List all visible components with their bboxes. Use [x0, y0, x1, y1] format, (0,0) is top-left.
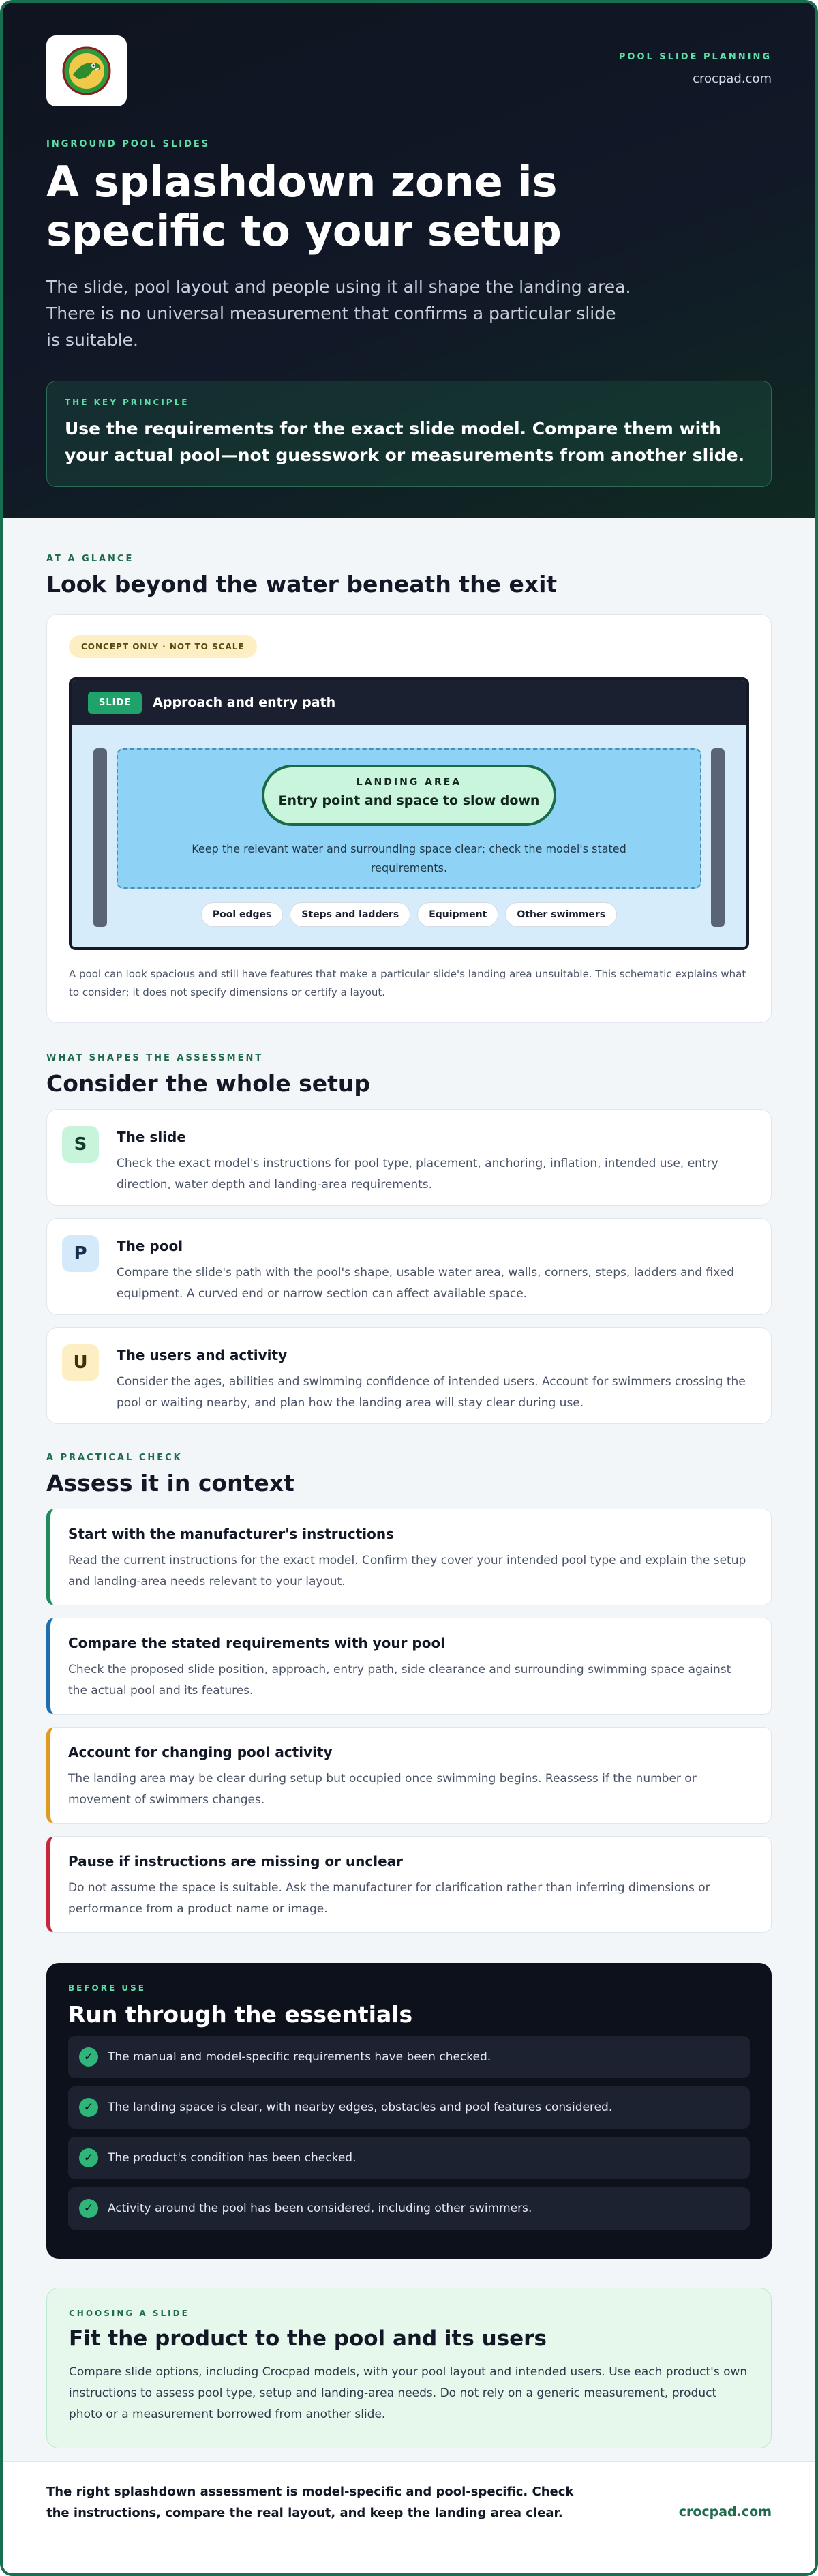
landing-area-note: Keep the relevant water and surrounding space clear; check the model's stated requirements.: [192, 842, 626, 874]
practical-title: Assess it in context: [46, 1470, 294, 1496]
step-text: The landing area may be clear during setup but occupied once swimming begins. Reassess if the number or movement of swimmers changes.: [68, 1772, 697, 1807]
choosing-slide-panel: [46, 2288, 772, 2448]
factor-badge-s: S: [62, 1126, 99, 1163]
assessment-title: Consider the whole setup: [46, 1070, 370, 1097]
chip-steps-ladders: Steps and ladders: [290, 902, 410, 927]
landing-area-pill: [262, 765, 556, 826]
hero-description: The slide, pool layout and people using it all shape the landing area. There is no universal measurement that confirms a particular slide is suitable.: [46, 277, 631, 350]
hero-eyebrow: INGROUND POOL SLIDES: [46, 139, 211, 149]
checklist-item-text: The manual and model-specific requirements have been checked.: [108, 2050, 491, 2064]
step-title: Account for changing pool activity: [68, 1744, 333, 1760]
factor-text: Check the exact model's instructions for pool type, placement, anchoring, inflation, intended use, entry direction, water depth and landing-area requirements.: [117, 1157, 718, 1191]
pool-feature-chips: [72, 902, 746, 927]
key-principle-label: THE KEY PRINCIPLE: [65, 398, 190, 407]
chip-equipment: Equipment: [417, 902, 498, 927]
checklist-item-text: The landing space is clear, with nearby edges, obstacles and pool features considered.: [108, 2101, 613, 2114]
practical-eyebrow: A PRACTICAL CHECK: [46, 1453, 183, 1463]
slide-approach-bar: [72, 680, 746, 725]
step-title: Start with the manufacturer's instructions: [68, 1526, 395, 1542]
step-title: Compare the stated requirements with your pool: [68, 1635, 446, 1651]
factor-card-slide: [46, 1109, 772, 1206]
chip-pool-edges: Pool edges: [201, 902, 284, 927]
factor-badge-u: U: [62, 1344, 99, 1381]
schematic-card: [46, 614, 772, 1023]
landing-zone: [117, 748, 701, 889]
factor-card-users: [46, 1327, 772, 1424]
pool-schematic: [69, 677, 749, 950]
footer-text: The right splashdown assessment is model-specific and pool-specific. Check the instructions, compare the real layout, and keep the landing area clear.: [46, 2485, 574, 2520]
step-title: Pause if instructions are missing or unclear: [68, 1853, 404, 1869]
check-icon: ✓: [79, 2199, 98, 2218]
factor-title: The slide: [117, 1129, 186, 1145]
check-icon: ✓: [79, 2047, 98, 2067]
checklist-item: [68, 2187, 750, 2230]
choosing-text: Compare slide options, including Crocpad models, with your pool layout and intended users. Use each product's own instructions to assess pool type, setup and landing-area needs. Do not rely on a generic measurement, product photo or a measurement borrowed from another slide.: [69, 2365, 748, 2421]
checklist-eyebrow: BEFORE USE: [68, 1983, 146, 1993]
step-card-pause: [46, 1836, 772, 1933]
factor-text: Compare the slide's path with the pool's shape, usable water area, walls, corners, steps, ladders and fixed equipment. A curved end or narrow section can affect available space.: [117, 1266, 734, 1301]
factor-title: The users and activity: [117, 1347, 288, 1363]
step-text: Read the current instructions for the exact model. Confirm they cover your intended pool type and explain the setup and landing-area needs relevant to your layout.: [68, 1554, 746, 1588]
approach-label: Approach and entry path: [153, 695, 336, 710]
main-content: [3, 554, 815, 2448]
pool-wall-right: [711, 748, 725, 927]
page-title: A splashdown zone is specific to your setup: [46, 157, 562, 256]
checklist-title: Run through the essentials: [68, 2001, 413, 2028]
brand-eyebrow: POOL SLIDE PLANNING: [618, 52, 772, 62]
choosing-title: Fit the product to the pool and its users: [69, 2326, 547, 2351]
slide-tag: SLIDE: [88, 692, 142, 714]
checklist-item: [68, 2137, 750, 2179]
factor-title: The pool: [117, 1238, 183, 1254]
crocpad-logo: [46, 35, 127, 106]
factor-card-pool: [46, 1218, 772, 1315]
brand-domain: crocpad.com: [693, 72, 772, 86]
glance-title: Look beyond the water beneath the exit: [46, 571, 558, 597]
factor-text: Consider the ages, abilities and swimming confidence of intended users. Account for swimmers crossing the pool or waiting nearby, and plan how the landing area will stay clear during use.: [117, 1375, 746, 1410]
step-card-activity: [46, 1727, 772, 1824]
step-text: Check the proposed slide position, approach, entry path, side clearance and surrounding swimming space against the actual pool and its features.: [68, 1663, 731, 1698]
step-text: Do not assume the space is suitable. Ask the manufacturer for clarification rather than inferring dimensions or performance from a product name or image.: [68, 1881, 710, 1916]
checklist-item-text: The product's condition has been checked.: [108, 2151, 357, 2165]
checklist-item: [68, 2036, 750, 2078]
checklist-item-text: Activity around the pool has been considered, including other swimmers.: [108, 2202, 532, 2215]
step-card-instructions: [46, 1509, 772, 1605]
assessment-eyebrow: WHAT SHAPES THE ASSESSMENT: [46, 1053, 264, 1063]
concept-badge: CONCEPT ONLY · NOT TO SCALE: [69, 635, 257, 658]
chip-other-swimmers: Other swimmers: [505, 902, 617, 927]
footer-domain-link[interactable]: crocpad.com: [678, 2504, 772, 2519]
choosing-eyebrow: CHOOSING A SLIDE: [69, 2309, 190, 2318]
landing-area-label: LANDING AREA: [356, 777, 462, 788]
key-principle-text: Use the requirements for the exact slide model. Compare them with your actual pool—not guesswork or measurements from another slide.: [65, 419, 745, 465]
crocodile-logo-icon: [61, 45, 112, 97]
hero-section: [3, 3, 815, 518]
checklist-item: [68, 2086, 750, 2129]
check-icon: ✓: [79, 2148, 98, 2167]
landing-area-subtitle: Entry point and space to slow down: [278, 793, 540, 808]
glance-eyebrow: AT A GLANCE: [46, 554, 134, 564]
footer: [3, 2461, 815, 2573]
before-use-checklist: [46, 1963, 772, 2259]
key-principle-box: [46, 381, 772, 487]
schematic-caption: A pool can look spacious and still have features that make a particular slide's landing area unsuitable. This schematic explains what to consider; it does not specify dimensions or certify a layout.: [69, 968, 746, 998]
pool-wall-left: [93, 748, 107, 927]
step-card-compare: [46, 1618, 772, 1715]
factor-badge-p: P: [62, 1235, 99, 1272]
check-icon: ✓: [79, 2098, 98, 2117]
